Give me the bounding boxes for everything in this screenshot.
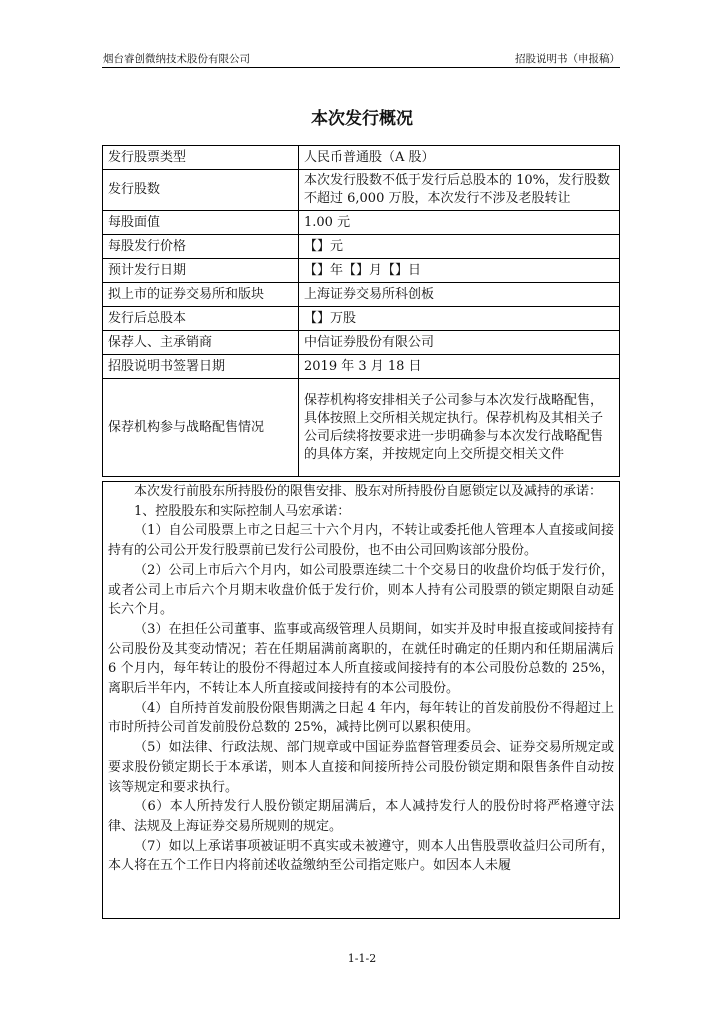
row-value: 【】年【】月【】日 (299, 259, 620, 283)
row-value: 1.00 元 (299, 211, 620, 235)
table-row (103, 211, 620, 235)
row-label: 每股面值 (103, 211, 299, 235)
paragraph: （7）如以上承诺事项被证明不真实或未被遵守，则本人出售股票收益归公司所有，本人将在五个工作日内将前述收益缴纳至公司指定账户。如因本人未履 (108, 838, 614, 874)
paragraph: （2）公司上市后六个月内，如公司股票连续二十个交易日的收盘价均低于发行价，或者公司上市后六个月期末收盘价低于发行价，则本人持有公司股票的锁定期限自动延长六个月。 (108, 562, 614, 618)
row-label: 保荐人、主承销商 (103, 331, 299, 355)
row-label: 每股发行价格 (103, 235, 299, 259)
paragraph: 1、控股股东和实际控制人马宏承诺： (134, 503, 351, 519)
table-row (103, 170, 620, 211)
table-row (103, 379, 620, 477)
paragraph: （3）在担任公司董事、监事或高级管理人员期间，如实并及时申报直接或间接持有公司股份及其变动情况；若在任期届满前离职的，在就任时确定的任期内和任期届满后 6 个月内，每年转让的股份不得超过本人所直接或间接持有的本公司股份总数的 25%，离职后半年内，不转让本人所直接或间接持有的本公司股份。 (108, 621, 614, 697)
table-row (103, 307, 620, 331)
row-value: 2019 年 3 月 18 日 (299, 355, 620, 379)
row-value: 保荐机构将安排相关子公司参与本次发行战略配售，具体按照上交所相关规定执行。保荐机构及其相关子公司后续将按要求进一步明确参与本次发行战略配售的具体方案，并按规定向上交所提交相关文件 (299, 379, 620, 477)
row-value: 人民币普通股（A 股） (299, 146, 620, 170)
header-doc-type: 招股说明书（申报稿） (515, 53, 620, 65)
row-label: 发行股数 (103, 170, 299, 211)
row-label: 招股说明书签署日期 (103, 355, 299, 379)
row-label: 拟上市的证券交易所和版块 (103, 283, 299, 307)
paragraph: （5）如法律、行政法规、部门规章或中国证券监督管理委员会、证券交易所规定或要求股份锁定期长于本承诺，则本人直接和间接所持公司股份锁定期和限售条件自动按该等规定和要求执行。 (108, 740, 614, 795)
row-value: 本次发行股数不低于发行后总股本的 10%，发行股数不超过 6,000 万股，本次发行不涉及老股转让 (299, 170, 620, 211)
row-value: 上海证券交易所科创板 (299, 283, 620, 307)
row-value: 【】元 (299, 235, 620, 259)
row-label: 保荐机构参与战略配售情况 (103, 379, 299, 477)
page-number: 1-1-2 (347, 952, 377, 965)
paragraph: （6）本人所持发行人股份锁定期届满后，本人减持发行人的股份时将严格遵守法律、法规及上海证券交易所规则的规定。 (108, 799, 614, 834)
paragraph: （4）自所持首发前股份限售期满之日起 4 年内，每年转让的首发前股份不得超过上市时所持公司首发前股份总数的 25%，减持比例可以累积使用。 (108, 700, 614, 736)
table-row (103, 331, 620, 355)
row-value: 【】万股 (299, 307, 620, 331)
row-value: 中信证券股份有限公司 (299, 331, 620, 355)
table-row (103, 146, 620, 170)
paragraph: （1）自公司股票上市之日起三十六个月内，不转让或委托他人管理本人直接或间接持有的公司公开发行股票前已发行公司股份，也不由公司回购该部分股份。 (108, 523, 614, 559)
table-row (103, 235, 620, 259)
header-rule (102, 67, 620, 68)
paragraph: 本次发行前股东所持股份的限售安排、股东对所持股份自愿锁定以及减持的承诺： (134, 484, 603, 499)
table-row (103, 283, 620, 307)
table-row (103, 355, 620, 379)
lockup-commitments-section (102, 481, 620, 919)
table-row (103, 259, 620, 283)
row-label: 发行股票类型 (103, 146, 299, 170)
row-label: 预计发行日期 (103, 259, 299, 283)
header-company: 烟台睿创微纳技术股份有限公司 (103, 53, 250, 65)
offering-summary-table (102, 145, 620, 477)
row-label: 发行后总股本 (103, 307, 299, 331)
page-title: 本次发行概况 (311, 109, 413, 129)
